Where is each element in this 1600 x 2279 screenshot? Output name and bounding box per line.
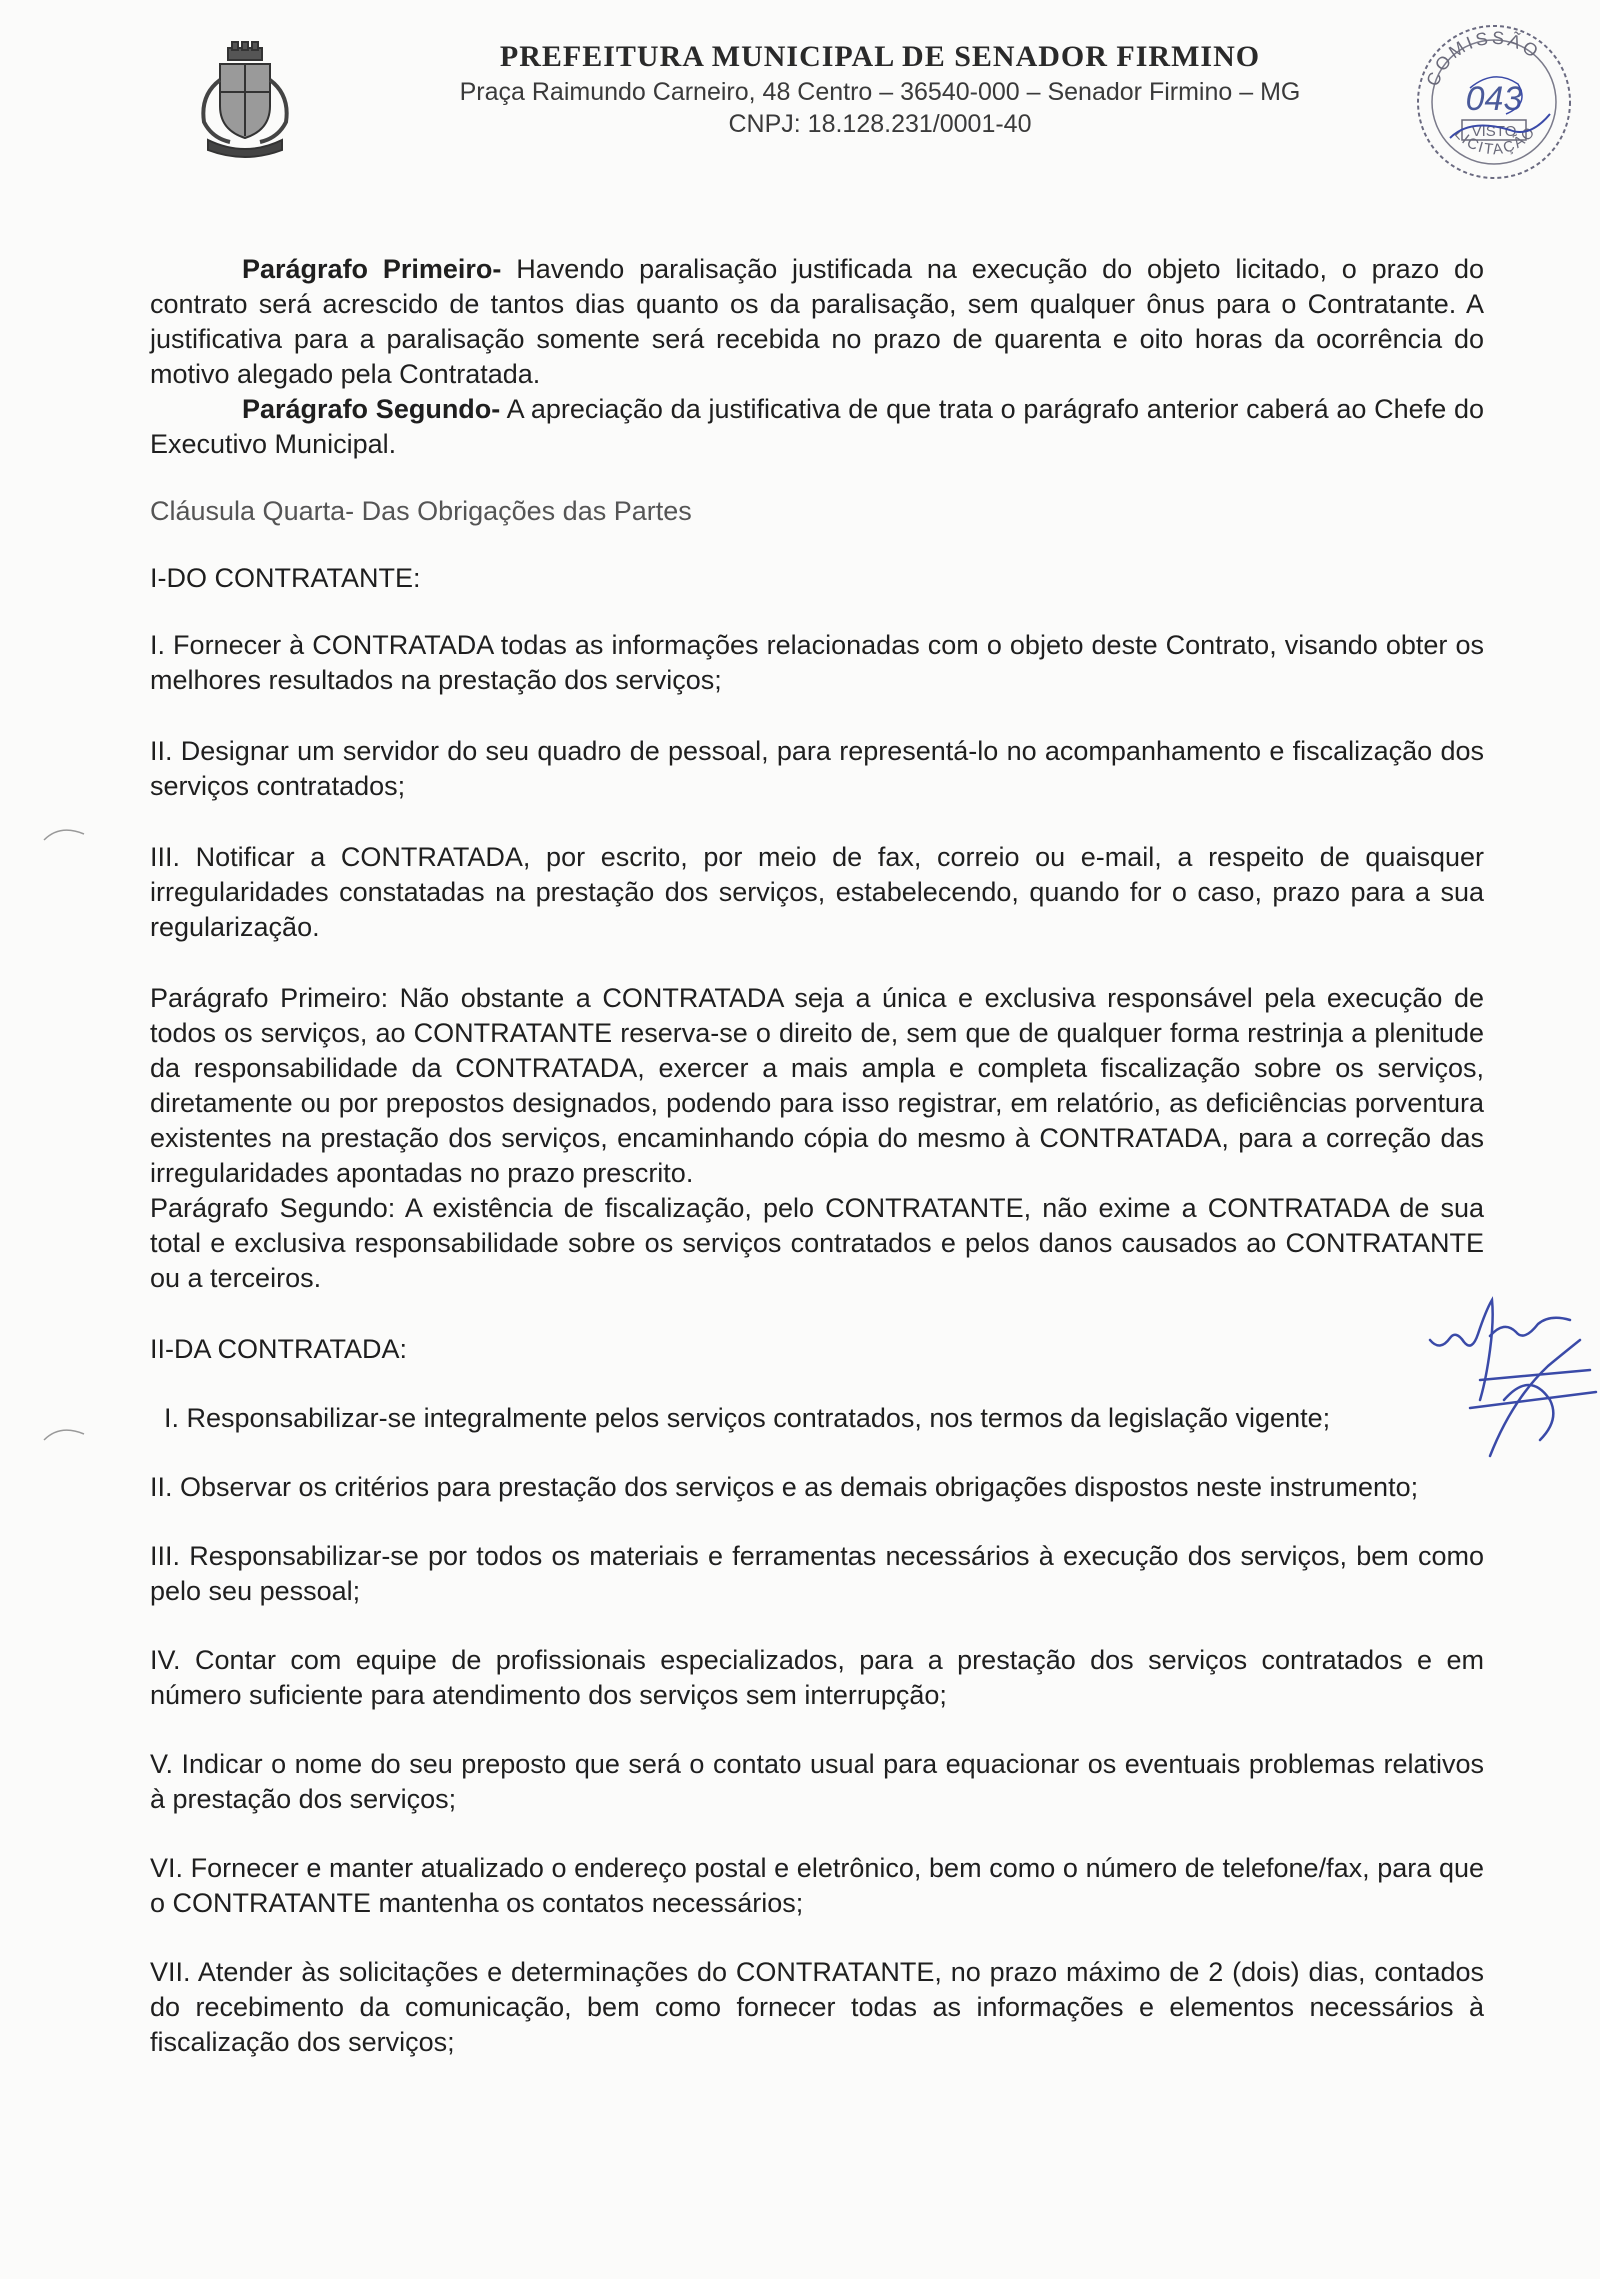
- list-item: VI. Fornecer e manter atualizado o endereço postal e eletrônico, bem como o número de telefone/fax, para que o CONTRATANTE mantenha os contatos necessários;: [150, 1853, 1484, 1918]
- list-item: II. Designar um servidor do seu quadro de pessoal, para representá-lo no acompanhamento e fiscalização dos serviços contratados;: [150, 736, 1484, 801]
- list-item: V. Indicar o nome do seu preposto que será o contato usual para equacionar os eventuais problemas relativos à prestação dos serviços;: [150, 1749, 1484, 1814]
- org-address: Praça Raimundo Carneiro, 48 Centro – 36540-000 – Senador Firmino – MG: [459, 78, 1301, 106]
- paragraph-text: A apreciação da justificativa de que trata o parágrafo anterior caberá ao Chefe do Executivo Municipal.: [150, 394, 1485, 459]
- list-item: III. Responsabilizar-se por todos os materiais e ferramentas necessários à execução dos serviços, bem como pelo seu pessoal;: [150, 1541, 1484, 1606]
- contratante-paragrafo-primeiro: Parágrafo Primeiro: Não obstante a CONTRATADA seja a única e exclusiva responsável pela execução de todos os serviços, ao CONTRATANTE reserva-se o direito de, sem que de qualquer forma restrinja a plenitude da responsabilidade da CONTRATADA, exercer a mais ampla e completa fiscalização sobre os serviços, diretamente ou por prepostos designados, podendo para isso registrar, em relatório, as deficiências porventura existentes na prestação dos serviços, encaminhando cópia do mesmo à CONTRATADA, para a correção das irregularidades apontadas no prazo prescrito.: [150, 983, 1484, 1188]
- list-item: I. Responsabilizar-se integralmente pelos serviços contratados, nos termos da legislação vigente;: [164, 1403, 1331, 1433]
- stamp-number: 043: [1465, 80, 1523, 118]
- paragraph-primeiro: [150, 252, 1484, 392]
- document-body: [150, 252, 1484, 2060]
- clause-title: Cláusula Quarta- Das Obrigações das Partes: [150, 496, 692, 526]
- org-cnpj: CNPJ: 18.128.231/0001-40: [728, 110, 1032, 138]
- contratada-heading: II-DA CONTRATADA:: [150, 1334, 408, 1364]
- margin-signatures: [1420, 1280, 1600, 1460]
- stamp-bottom-text: LICITAÇÃO: [1450, 122, 1540, 159]
- list-item: IV. Contar com equipe de profissionais especializados, para a prestação dos serviços contratados e em número suficiente para atendimento dos serviços sem interrupção;: [150, 1645, 1484, 1710]
- coat-of-arms-icon: [190, 40, 300, 160]
- contratante-heading: I-DO CONTRATANTE:: [150, 563, 421, 593]
- scan-mark: [40, 820, 100, 850]
- paragraph-text: Havendo paralisação justificada na execução do objeto licitado, o prazo do contrato será acrescido de tantos dias quanto os da paralisação, sem qualquer ônus para o Contratante. A justificativa para a paralisação somente será recebida no prazo de quarenta e oito horas da ocorrência do motivo alegado pela Contratada.: [150, 254, 1484, 389]
- letterhead: [380, 38, 1380, 140]
- paragraph-segundo: [150, 392, 1484, 462]
- org-name: PREFEITURA MUNICIPAL DE SENADOR FIRMINO: [499, 40, 1261, 73]
- stamp-arc-text: COMISSÃO: [1422, 27, 1545, 89]
- list-item: VII. Atender às solicitações e determinações do CONTRATANTE, no prazo máximo de 2 (dois) dias, contados do recebimento da comunicação, bem como fornecer todas as informações e elementos necessários à fiscalização dos serviços;: [150, 1957, 1484, 2057]
- list-item: II. Observar os critérios para prestação dos serviços e as demais obrigações dispostos neste instrumento;: [150, 1472, 1419, 1502]
- scan-mark: [40, 1420, 100, 1450]
- list-item: I. Fornecer à CONTRATADA todas as informações relacionadas com o objeto deste Contrato, visando obter os melhores resultados na prestação dos serviços;: [150, 630, 1484, 695]
- paragraph-label: Parágrafo Primeiro-: [242, 254, 502, 284]
- list-item: III. Notificar a CONTRATADA, por escrito, por meio de fax, correio ou e-mail, a respeito de quaisquer irregularidades constatadas na prestação dos serviços, estabelecendo, quando for o caso, prazo para a sua regularização.: [150, 842, 1484, 942]
- paragraph-label: Parágrafo Segundo-: [242, 394, 501, 424]
- contratante-paragrafo-segundo: Parágrafo Segundo: A existência de fiscalização, pelo CONTRATANTE, não exime a CONTRATADA de sua total e exclusiva responsabilidade sobre os serviços contratados e pelos danos causados ao CONTRATANTE ou a terceiros.: [150, 1193, 1484, 1293]
- commission-stamp: [1410, 18, 1578, 186]
- stamp-center-text: VISTO: [1471, 123, 1517, 140]
